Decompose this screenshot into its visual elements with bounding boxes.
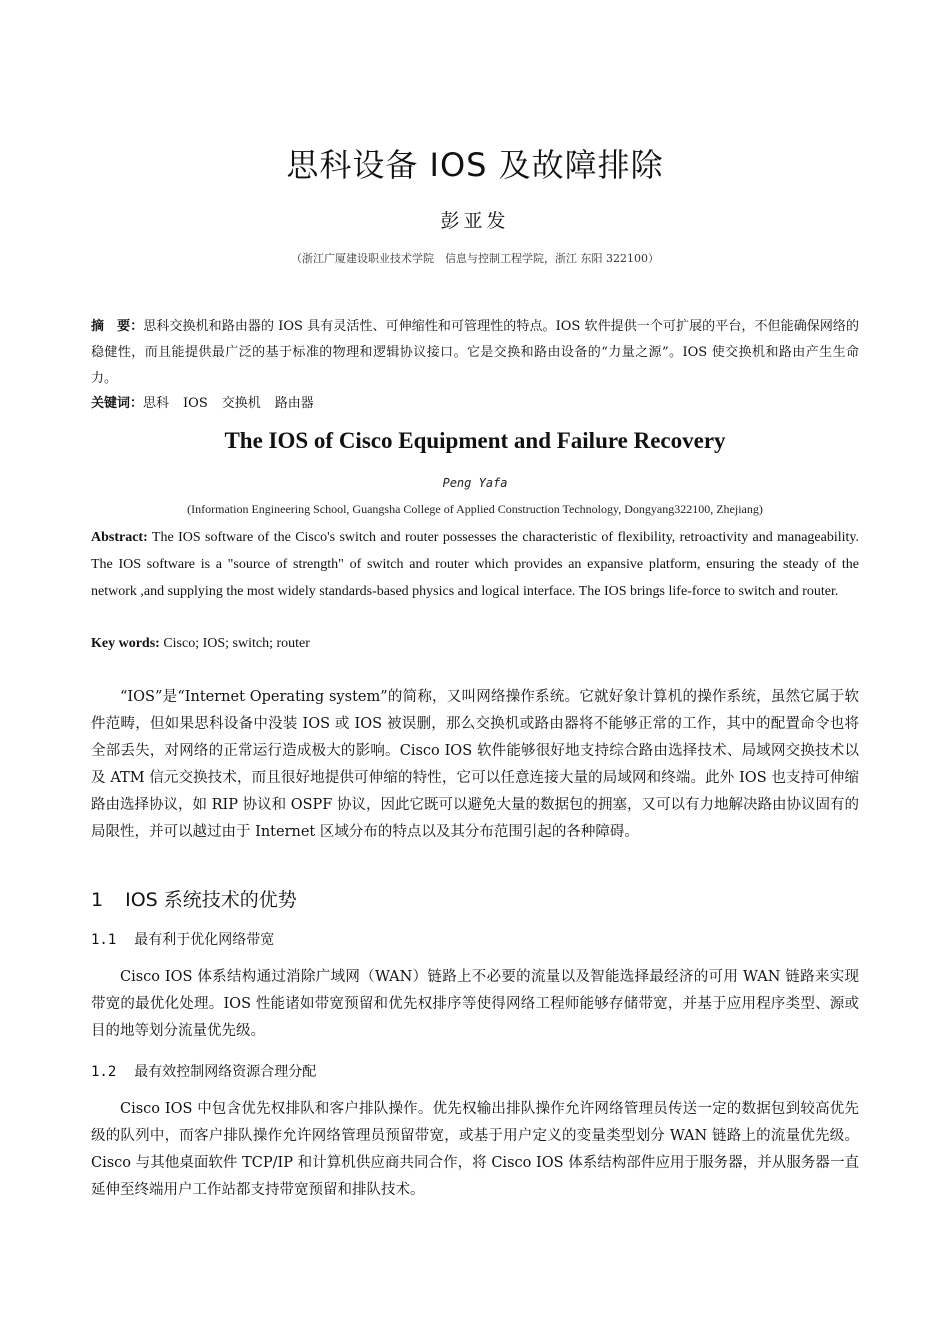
english-keywords-text: Cisco; IOS; switch; router [163,636,310,651]
section-title: IOS 系统技术的优势 [125,889,297,911]
english-keywords [91,633,859,655]
chinese-affiliation: （浙江广厦建设职业技术学院 信息与控制工程学院，浙江 东阳 322100） [291,252,659,265]
chinese-abstract-text: 思科交换机和路由器的 IOS 具有灵活性、可伸缩性和可管理性的特点。IOS 软件提供一个可扩展的平台，不但能确保网络的稳健性，而且能提供最广泛的基于标准的物理和逻辑协议接口。它是交换和路由设备的“力量之源”。IOS 使交换机和路由产生生命力。 [91,319,859,386]
chinese-title: 思科设备 IOS 及故障排除 [286,146,664,184]
keyword-item: 路由器 [274,396,314,411]
keyword-item: 思科 [143,396,170,411]
section-1-1-heading [91,929,274,949]
english-title: The IOS of Cisco Equipment and Failure Recovery [224,428,726,453]
section-1-2-heading [91,1061,316,1081]
english-affiliation: (Information Engineering School, Guangsha College of Applied Construction Technology, Dongyang322100, Zhejiang) [187,502,763,516]
keyword-item: 交换机 [221,396,261,411]
chinese-author: 彭亚发 [440,210,510,232]
section-1-2-paragraph: Cisco IOS 中包含优先权排队和客户排队操作。优先权输出排队操作允许网络管理员传送一定的数据包到较高优先级的队列中，而客户排队操作允许网络管理员预留带宽，或基于用户定义的变量类型划分 WAN 链路上的流量优先级。Cisco 与其他桌面软件 TCP/IP 和计算机供应商共同合作，将 Cisco IOS 体系结构部件应用于服务器，并从服务器一直延伸至终端用户工作站都支持带宽预留和排队技术。 [91,1101,859,1198]
section-1-heading [91,885,297,912]
subsection-title: 最有效控制网络资源合理分配 [134,1064,317,1080]
english-author: Peng Yafa [442,476,508,490]
english-abstract [91,524,859,605]
subsection-number: 1.1 [91,932,117,948]
keyword-item: IOS [183,396,208,411]
subsection-title: 最有利于优化网络带宽 [134,932,275,948]
chinese-keywords-label: 关键词： [91,396,144,411]
english-abstract-text: The IOS software of the Cisco's switch and router possesses the characteristic of flexibility, retroactivity and manageability. The IOS software is a "source of strength" of switch and router which provides an expansive platform, ensuring the steady of the network ,and supplying the most widely standards-based physics and logical interface. The IOS brings life-force to switch and router. [91,530,859,599]
chinese-abstract-label: 摘 要： [91,319,144,334]
section-number: 1 [91,889,104,911]
english-keywords-label: Key words: [91,636,160,651]
english-abstract-label: Abstract: [91,530,148,545]
chinese-abstract [91,314,859,392]
chinese-keywords [91,394,859,414]
section-1-1-paragraph: Cisco IOS 体系结构通过消除广域网（WAN）链路上不必要的流量以及智能选择最经济的可用 WAN 链路来实现带宽的最优化处理。IOS 性能诸如带宽预留和优先权排序等使得网络工程师能够存储带宽，并基于应用程序类型、源或目的地等划分流量优先级。 [91,969,859,1039]
intro-paragraph: “IOS”是“Internet Operating system”的简称，又叫网络操作系统。它就好象计算机的操作系统，虽然它属于软件范畴，但如果思科设备中没装 IOS 或 IOS 被误删，那么交换机或路由器将不能够正常的工作，其中的配置命令也将全部丢失，对网络的正常运行造成极大的影响。Cisco IOS 软件能够很好地支持综合路由选择技术、局域网交换技术以及 ATM 信元交换技术，而且很好地提供可伸缩的特性，它可以任意连接大量的局域网和终端。此外 IOS 也支持可伸缩路由选择协议，如 RIP 协议和 OSPF 协议，因此它既可以避免大量的数据包的拥塞，又可以有力地解决路由协议固有的局限性，并可以越过由于 Internet 区域分布的特点以及其分布范围引起的各种障碍。 [91,689,859,840]
subsection-number: 1.2 [91,1064,117,1080]
